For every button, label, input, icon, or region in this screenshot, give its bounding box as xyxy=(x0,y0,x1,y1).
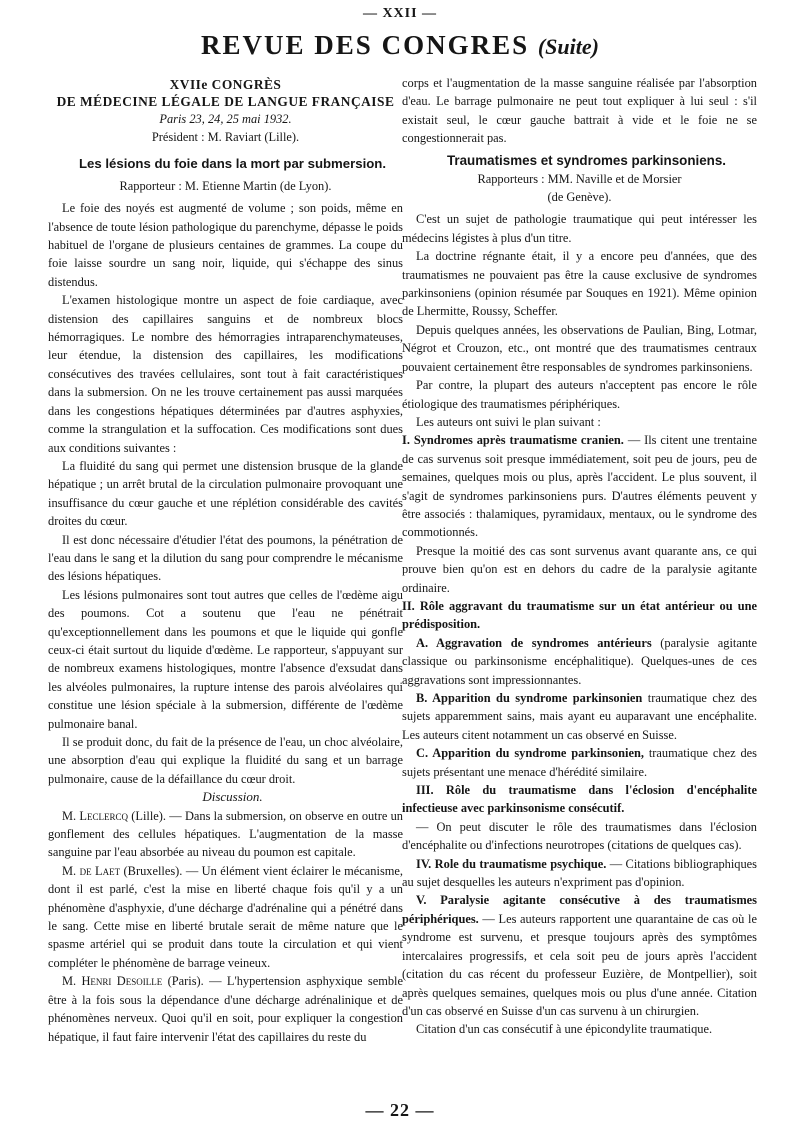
paragraph: Il est donc nécessaire d'étudier l'état des poumons, la pénétration de l'eau dans le sang et la dilution du sang pour comprendre le mécanisme des lésions hépatiques. xyxy=(48,532,403,584)
paragraph: Depuis quelques années, les observations de Paulian, Bing, Lotmar, Négrot et Crouzon, etc., ont montré que des traumatismes centraux pouvaient certainement être responsables de syndromes parkinsoniens. xyxy=(402,322,757,374)
section-heading: A. Aggravation de syndromes antérieurs xyxy=(416,635,652,650)
section-3-heading: III. Rôle du traumatisme dans l'éclosion d'encéphalite infectieuse avec parkinsonisme consécutif. xyxy=(402,783,757,816)
speaker-name: M. Leclercq xyxy=(62,808,128,823)
rapporteurs-place: (de Genève). xyxy=(547,190,612,205)
paragraph: L'examen histologique montre un aspect de foie cardiaque, avec distension des capillaires sanguins et de nombreux blocs hémorragiques. Le nombre des hémorragies intraparenchymateuses, leur étendue, la distension des capillaires, les modifications consécutives des travées cellulaires, sont tout à fait caractéristiques dans la submersion. On ne les trouve certainement pas aussi marquées dans les congestions hépatiques déterminées par d'autres asphyxies, comme la strangulation et la suffocation. Ces modifications sont dues aux conditions suivantes : xyxy=(48,293,403,455)
congress-dates: Paris 23, 24, 25 mai 1932. xyxy=(159,112,292,126)
masthead xyxy=(0,30,800,61)
section-4 xyxy=(402,855,757,892)
masthead-suite: (Suite) xyxy=(537,34,599,59)
section-1 xyxy=(402,431,757,541)
section-2c xyxy=(402,744,757,781)
paragraph: C'est un sujet de pathologie traumatique qui peut intéresser les médecins légistes à plus d'un titre. xyxy=(402,212,757,245)
article-title-foie: Les lésions du foie dans la mort par submersion. xyxy=(78,155,387,171)
left-column xyxy=(48,76,403,1046)
congress-line-2: DE MÉDECINE LÉGALE DE LANGUE FRANÇAISE xyxy=(56,94,395,109)
section-heading: I. Syndromes après traumatisme cranien. xyxy=(402,433,624,448)
paragraph: Presque la moitié des cas sont survenus avant quarante ans, ce qui prouve bien qu'on est en dehors du cadre de la paralysie agitante ordinaire. xyxy=(402,543,757,595)
discussion-entry xyxy=(48,972,403,1046)
paragraph: Il se produit donc, du fait de la présence de l'eau, un choc alvéolaire, une absorption d'eau qui explique la fluidité du sang et un barrage pulmonaire, cause de la défaillance du cœur droit. xyxy=(48,735,403,786)
section-2a xyxy=(402,634,757,689)
section-heading: C. Apparition du syndrome parkinsonien, xyxy=(416,746,644,761)
discussion-heading: Discussion. xyxy=(202,789,263,805)
paragraph: La fluidité du sang qui permet une distension brusque de la glande hépatique ; un arrêt brutal de la circulation pulmonaire provoquant une insuffisance du cœur gauche et une réplétion considérable des cavités droites du cœur. xyxy=(48,458,403,529)
running-head: — XXII — xyxy=(362,6,438,21)
rapporteurs-line: Rapporteurs : MM. Naville et de Morsier xyxy=(477,171,682,186)
paragraph: Citation d'un cas consécutif à une épicondylite traumatique. xyxy=(416,1022,713,1037)
speaker-name: M. de Laet xyxy=(62,863,121,878)
section-text: — Les auteurs rapportent une quarantaine de cas où le syndrome est survenu, et presque toujours après des symptômes intercalaires progressifs, et cela soit peu de jours après l'accident (citation du cas récent du professeur Euzière, de Montpellier), soit après quelques semaines, quelques mois ou plus d'une année. Citation d'un cas observé en Suisse d'un cas survenu à un chirurgien. xyxy=(402,911,757,1018)
section-text: — Ils citent une trentaine de cas survenus soit presque immédiatement, soit peu de jours, peu de semaines, quelques mois ou plus, après l'accident. Le plus souvent, il s'agit de syndromes parkinsoniens purs. D'autres éléments peuvent y être associés : thalamiques, pyramidaux, mentaux, ou le syndrome des commotionnés. xyxy=(402,433,757,540)
continuation-paragraph: corps et l'augmentation de la masse sanguine réalisée par l'absorption d'eau. Le barrage pulmonaire ne peut tout expliquer à lui seul : s'il existait seul, le cœur gauche battrait à vide et le foie ne se congestionnerait pas. xyxy=(402,76,757,146)
paragraph: Par contre, la plupart des auteurs n'acceptent pas encore le rôle étiologique des traumatismes périphériques. xyxy=(402,378,757,411)
section-3-text: — On peut discuter le rôle des traumatismes dans l'éclosion d'encéphalite ou d'infections neurotropes (citations de quelques cas). xyxy=(402,819,757,853)
section-2b xyxy=(402,689,757,744)
discussion-text: (Bruxelles). — Un élément vient éclairer le mécanisme, dont il est parlé, c'est la mise en liberté chaque fois qu'il y a un phénomène d'asphyxie, d'une décharge d'adrénaline qui a pénétré dans le sang. Cette mise en liberté brutale serait de même nature que le spasme artériel qui se produit dans toute la circulation et qui vient compléter le phénomène de barrage veineux. xyxy=(48,863,403,970)
discussion-text: (Lille). — Dans la submersion, on observe en outre un gonflement des cellules hépatiques. L'augmentation de la masse sanguine par l'eau absorbée au niveau du poumon est capitale. xyxy=(48,808,403,860)
masthead-title: REVUE DES CONGRES xyxy=(201,30,530,60)
discussion-text: (Paris). — L'hypertension asphyxique semble être à la fois sous la dépendance d'une décharge adrénalinique et de phénomènes nerveux. Quoi qu'il en soit, pour expliquer la congestion hépatique, il faut faire intervenir l'état des capillaires du reste du xyxy=(48,974,403,1044)
discussion-entry xyxy=(48,807,403,862)
right-column xyxy=(402,74,757,1039)
section-heading: IV. Role du traumatisme psychique. xyxy=(416,856,607,871)
rapporteur-line: Rapporteur : M. Etienne Martin (de Lyon). xyxy=(119,178,332,193)
section-text: traumatique chez des sujets présentant une menace d'hérédité similaire. xyxy=(402,746,757,779)
page-number: — 22 — xyxy=(365,1100,435,1120)
paragraph: Le foie des noyés est augmenté de volume ; son poids, même en l'absence de toute lésion pathologique du parenchyme, dépasse le poids habituel de l'organe de plusieurs centaines de grammes. La coupe du foie laisse sourdre un sang noir, liquide, qui s'échappe des sinus distendus. xyxy=(48,201,403,289)
article-title-traumatismes: Traumatismes et syndromes parkinsoniens. xyxy=(446,152,727,168)
section-5 xyxy=(402,891,757,1020)
congress-line-1: XVIIe CONGRÈS xyxy=(169,77,282,92)
speaker-name: M. Henri Desoille xyxy=(62,974,163,989)
discussion-entry xyxy=(48,862,403,972)
section-text: (paralysie agitante classique ou parkinsonisme encéphalitique). Quelques-unes de ces aggravations sont impressionnantes. xyxy=(402,635,757,687)
paragraph: La doctrine régnante était, il y a encore peu d'années, que des traumatismes ne pouvaient pas être la cause exclusive de syndromes parkinsoniens (opinion résumée par Souques en 1921). Même opinion de Lhermitte, Roussy, Scheffer. xyxy=(402,249,757,319)
paragraph: Les auteurs ont suivi le plan suivant : xyxy=(416,414,601,429)
section-heading: B. Apparition du syndrome parkinsonien xyxy=(416,691,643,705)
section-2-heading: II. Rôle aggravant du traumatisme sur un état antérieur ou une prédisposition. xyxy=(402,598,757,632)
paragraph: Les lésions pulmonaires sont tout autres que celles de l'œdème aigu des poumons. Cot a soutenu que l'eau ne pénétrait qu'exceptionnellement dans les poumons et que le liquide qui gonfle ceux-ci était surtout du liquide d'œdème. Le rapporteur, s'appuyant sur de nombreux examens histologiques, montre l'absence d'exsudat dans les alvéoles pulmonaires, la rupture intense des parois alvéolaires qui constitue une lésion spéciale à la submersion, différente de l'œdème pulmonaire banal. xyxy=(48,587,403,731)
section-heading: V. Paralysie agitante consécutive à des traumatismes périphériques. xyxy=(402,893,757,926)
congress-president: Président : M. Raviart (Lille). xyxy=(151,130,300,145)
section-text: traumatique chez des sujets apparemment sains, mais ayant eu auparavant une encéphalite. Les auteurs citent notamment un cas observé en Suisse. xyxy=(402,691,757,742)
section-text: — Citations bibliographiques au sujet desquelles les auteurs n'expriment pas d'opinion. xyxy=(402,856,757,890)
